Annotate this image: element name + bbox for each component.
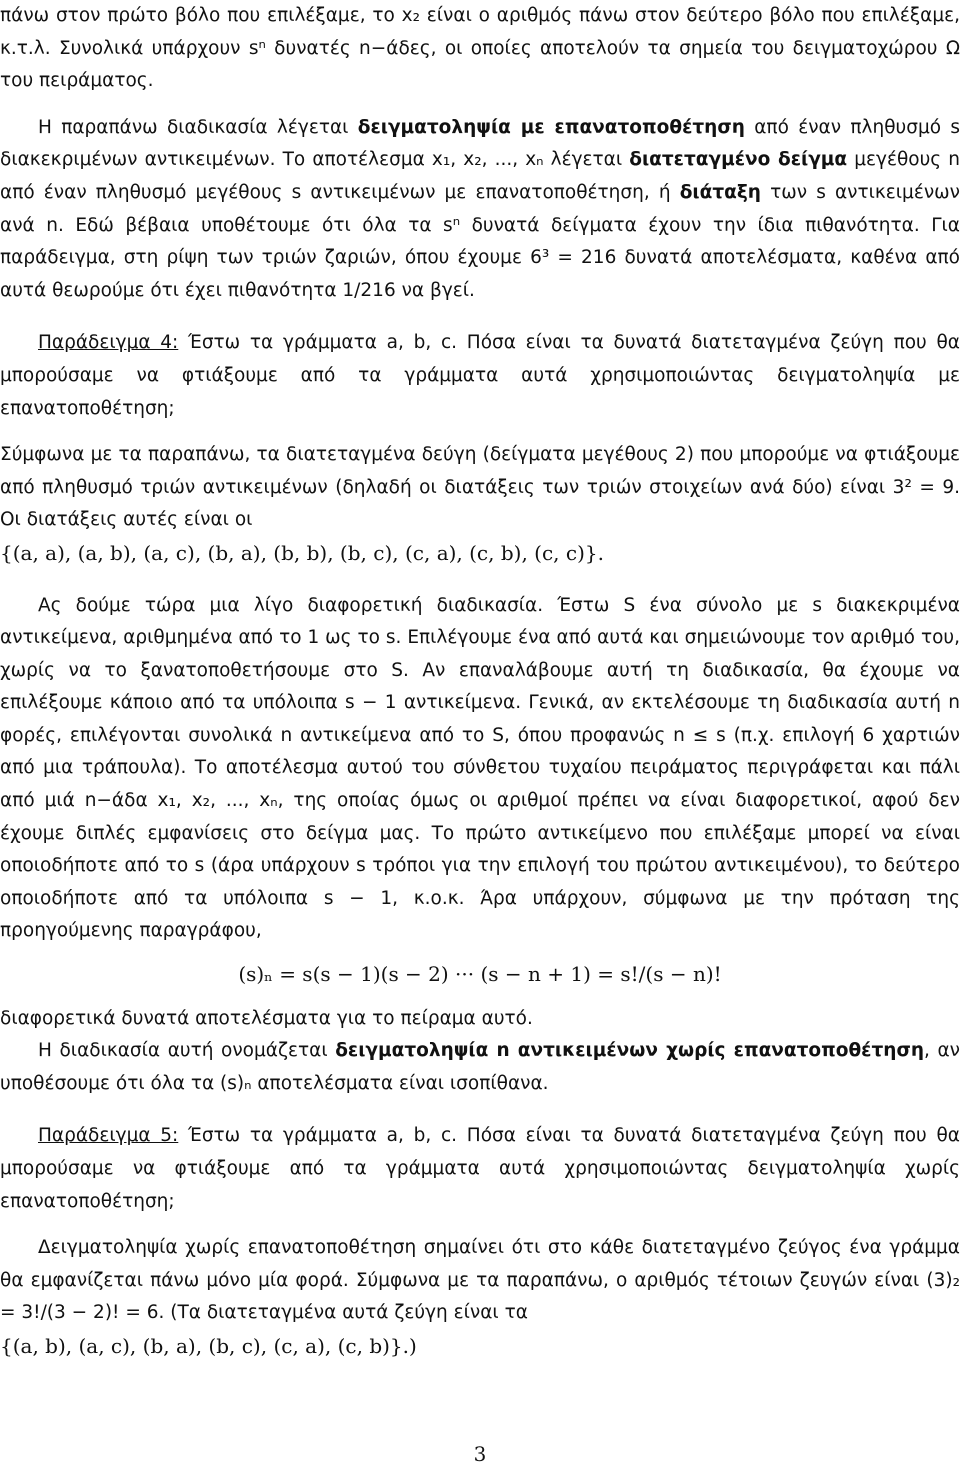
example-4-solution: Σύμφωνα με τα παραπάνω, τα διατεταγμένα δεύγη (δείγματα μεγέθους 2) που μπορούμε να φτιάξουμε από πληθυσμό τριών αντικειμένων (δηλαδή οι διατάξεις των τριών στοιχείων ανά δύο) είναι 3² = 9. Οι διατάξεις αυτές είναι οι (0, 444, 960, 531)
text: από έναν πληθυσμό s διακεκριμένων αντικειμένων. Το αποτέλεσμα x₁, x₂, ..., xₙ λέγεται (0, 116, 960, 171)
paragraph-intro: πάνω στον πρώτο βόλο που επιλέξαμε, το x₂ είναι ο αριθμός πάνω στον δεύτερο βόλο που επιλέξαμε, κ.τ.λ. Συνολικά υπάρχουν sⁿ δυνατές n−άδες, οι οποίες αποτελούν τα σημεία του δειγματοχώρου Ω του πειράματος. (0, 5, 960, 92)
paragraph-results: διαφορετικά δυνατά αποτελέσματα για το πείραμα αυτό. (0, 1007, 533, 1029)
paragraph-sampling-with-replacement (0, 112, 960, 308)
text: Η παραπάνω διαδικασία λέγεται (38, 116, 358, 138)
example-5-text: Έστω τα γράμματα a, b, c. Πόσα είναι τα δυνατά διατεταγμένα ζεύγη που θα μπορούσαμε να φτιάξουμε από τα γράμματα αυτά χρησιμοποιώντας δειγματοληψία χωρίς επανατοποθέτηση; (0, 1125, 960, 1212)
example-4 (0, 327, 960, 425)
term-permutation: διάταξη (679, 181, 761, 203)
falling-factorial-formula: (s)ₙ = s(s − 1)(s − 2) ··· (s − n + 1) = s!/(s − n)! (238, 962, 722, 987)
example-4-label: Παράδειγμα 4: (38, 332, 179, 354)
example-5-set: {(a, b), (a, c), (b, a), (b, c), (c, a), (c, b)}.) (0, 1333, 417, 1358)
term-sampling-without-replacement: δειγματοληψία n αντικειμένων χωρίς επανατοποθέτηση (335, 1040, 925, 1062)
example-5-solution: Δειγματοληψία χωρίς επανατοποθέτηση σημαίνει ότι στο κάθε διατεταγμένο ζεύγος ένα γράμμα θα εμφανίζεται πάνω μόνο μία φορά. Σύμφωνα με τα παραπάνω, ο αριθμός τέτοιων ζευγών είναι (3)₂ = 3!/(3 − 2)! = 6. (Τα διατεταγμένα αυτά ζεύγη είναι τα (0, 1237, 960, 1324)
text: Η διαδικασία αυτή ονομάζεται (38, 1040, 336, 1062)
example-5 (0, 1120, 960, 1218)
example-4-set: {(a, a), (a, b), (a, c), (b, a), (b, b), (b, c), (c, a), (c, b), (c, c)}. (0, 540, 604, 565)
text: , αν υποθέσουμε ότι όλα τα (s)ₙ αποτελέσματα είναι ισοπίθανα. (0, 1040, 960, 1094)
text: μεγέθους n από έναν πληθυσμό μεγέθους s αντικειμένων με επανατοποθέτηση, ή (0, 149, 960, 203)
text: των s αντικειμένων ανά n. Εδώ βέβαια υποθέτουμε ότι όλα τα sⁿ δυνατά δείγματα έχουν την ίδια πιθανότητα. Για παράδειγμα, στη ρίψη των τριών ζαριών, όπου έχουμε 6³ = 216 δυνατά αποτελέσματα, καθένα από αυτά θεωρούμε ότι έχει πιθανότητα 1/216 να βγεί. (0, 181, 960, 301)
term-ordered-sample: διατεταγμένο δείγμα (629, 149, 848, 171)
page-number: 3 (473, 1442, 487, 1466)
paragraph-without-replacement: Ας δούμε τώρα μια λίγο διαφορετική διαδικασία. Έστω S ένα σύνολο με s διακεκριμένα αντικείμενα, αριθμημένα από το 1 ως το s. Επιλέγουμε ένα από αυτά και σημειώνουμε τον αριθμό του, χωρίς να το ξανατοποθετήσουμε στο S. Αν επαναλάβουμε αυτή τη διαδικασία, θα έχουμε να επιλέξουμε κάποιο από τα υπόλοιπα s − 1 αντικείμενα. Γενικά, αν εκτελέσουμε τη διαδικασία αυτή n φορές, επιλέγονται συνολικά n αντικείμενα από το S, όπου προφανώς n ≤ s (π.χ. επιλογή 6 χαρτιών από μια τράπουλα). Το αποτέλεσμα αυτού του σύνθετου τυχαίου πειράματος περιγράφεται και πάλι από μιά n−άδα x₁, x₂, ..., xₙ, της οποίας όμως οι αριθμοί πρέπει να είναι διαφορετικοί, αφού δεν έχουμε διπλές εμφανίσεις στο δείγμα μας. Το πρώτο αντικείμενο που επιλέξαμε μπορεί να είναι οποιοδήποτε από το s (άρα υπάρχουν s τρόποι για την επιλογή του πρώτου αντικειμένου), το δεύτερο οποιοδήποτε από τα υπόλοιπα s − 1, κ.ο.κ. Άρα υπάρχουν, σύμφωνα με την πρόταση της προηγούμενης παραγράφου, (0, 594, 960, 942)
example-4-text: Έστω τα γράμματα a, b, c. Πόσα είναι τα δυνατά διατεταγμένα ζεύγη που θα μπορούσαμε να φτιάξουμε από τα γράμματα αυτά χρησιμοποιώντας δειγματοληψία με επανατοποθέτηση; (0, 332, 960, 419)
paragraph-definition (0, 1035, 960, 1100)
example-5-label: Παράδειγμα 5: (38, 1125, 179, 1147)
term-sampling-with-replacement: δειγματοληψία με επανατοποθέτηση (357, 116, 745, 138)
